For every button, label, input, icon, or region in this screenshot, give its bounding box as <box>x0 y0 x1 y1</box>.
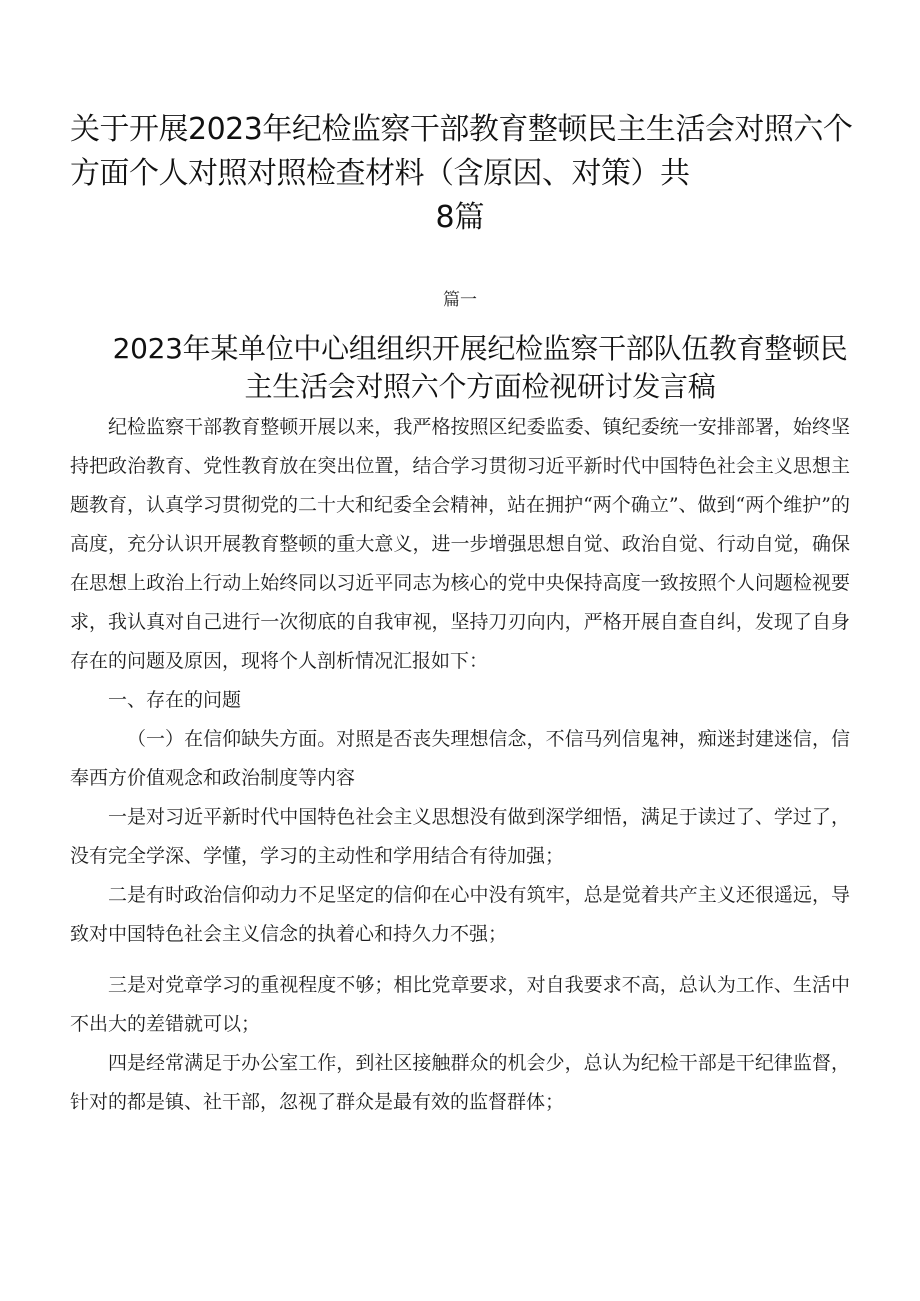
article-body <box>70 408 850 1122</box>
problem-item: 二是有时政治信仰动力不足坚定的信仰在心中没有筑牢，总是觉着共产主义还很遥远，导致对中国特色社会主义信念的执着心和持久力不强； <box>70 884 850 945</box>
document-title: 关于开展2023年纪检监察干部教育整顿民主生活会对照六个方面个人对照对照检查材料（含原因、对策）共 <box>70 112 853 191</box>
section-heading: 一、存在的问题 <box>108 689 242 711</box>
subsection-heading: （一）在信仰缺失方面。对照是否丧失理想信念，不信马列信鬼神，痴迷封建迷信，信奉西方价值观念和政治制度等内容 <box>70 728 850 789</box>
intro-paragraph: 纪检监察干部教育整顿开展以来，我严格按照区纪委监委、镇纪委统一安排部署，始终坚持把政治教育、党性教育放在突出位置，结合学习贯彻习近平新时代中国特色社会主义思想主题教育，认真学习贯彻党的二十大和纪委全会精神，站在拥护“两个确立”、做到“两个维护”的高度，充分认识开展教育整顿的重大意义，进一步增强思想自觉、政治自觉、行动自觉，确保在思想上政治上行动上始终同以习近平同志为核心的党中央保持高度一致按照个人问题检视要求，我认真对自己进行一次彻底的自我审视，坚持刀刃向内，严格开展自查自纠，发现了自身存在的问题及原因，现将个人剖析情况汇报如下： <box>70 416 850 672</box>
problem-item: 一是对习近平新时代中国特色社会主义思想没有做到深学细悟，满足于读过了、学过了，没有完全学深、学懂，学习的主动性和学用结合有待加强； <box>70 806 850 867</box>
problem-item: 四是经常满足于办公室工作，到社区接触群众的机会少，总认为纪检干部是干纪律监督，针对的都是镇、社干部，忽视了群众是最有效的监督群体； <box>70 1052 850 1113</box>
section-label: 篇一 <box>443 290 477 310</box>
article-title: 2023年某单位中心组组织开展纪检监察干部队伍教育整顿民主生活会对照六个方面检视研讨发言稿 <box>112 332 848 403</box>
problem-item: 三是对党章学习的重视程度不够；相比党章要求，对自我要求不高，总认为工作、生活中不出大的差错就可以； <box>70 974 850 1035</box>
document-title-count: 8篇 <box>435 200 485 235</box>
